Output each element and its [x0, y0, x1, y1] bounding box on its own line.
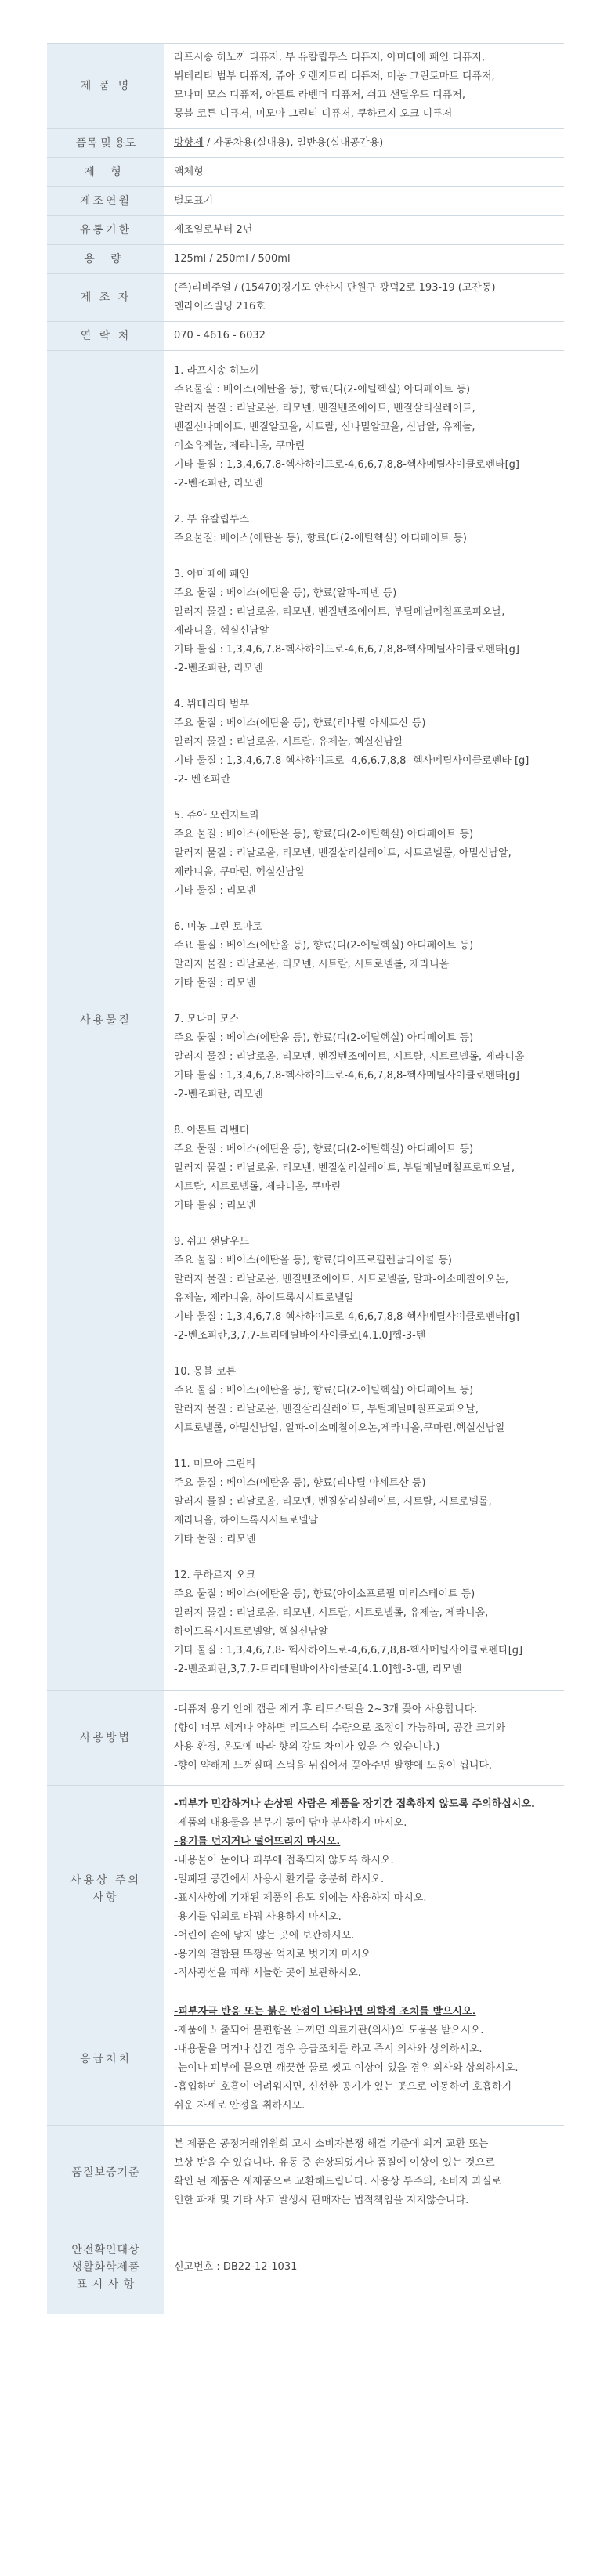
- material-line: 주요 물질 : 베이스(에탄올 등), 향료(디(2-에틸헥실) 아디페이트 등): [174, 940, 474, 952]
- material-line: 주요 물질 : 베이스(에탄올 등), 향료(리나릴 아세트산 등): [174, 717, 426, 729]
- usage-rest: / 자동차용(실내용), 일반용(실내공간용): [203, 137, 384, 149]
- material-title: 9. 쉬끄 샌달우드: [174, 1236, 250, 1248]
- material-line: 주요 물질 : 베이스(에탄올 등), 향료(알파-피넨 등): [174, 587, 397, 599]
- label-capacity: 용 량: [47, 245, 164, 274]
- material-line: 주요 물질 : 베이스(에탄올 등), 향료(디(2-에틸헥실) 아디페이트 등): [174, 829, 474, 840]
- label-safety: [47, 2220, 164, 2314]
- material-line: 기타 물질 : 1,3,4,6,7,8-헥사하이드로-4,6,6,7,8,8-헥사메틸사이클로펜타[g]: [174, 644, 519, 656]
- value-contact: 070 - 4616 - 6032: [164, 322, 564, 351]
- material-line: 알러지 물질 : 리날로올, 리모넨, 벤질벤조에이트, 부틸페닐메칠프로피오날,: [174, 606, 505, 618]
- row-method: [47, 1691, 564, 1786]
- label-maker: 제 조 자: [47, 274, 164, 322]
- material-line: 이소유제놀, 제라니올, 쿠마린: [174, 440, 306, 452]
- safety-label-text: 안전확인대상 생활화학제품 표 시 사 항: [71, 2243, 140, 2291]
- value-safety: 신고번호 : DB22-12-1031: [164, 2220, 564, 2314]
- material-line: 주요 물질 : 베이스(에탄올 등), 향료(리나릴 아세트산 등): [174, 1477, 426, 1489]
- label-usage: 품목 및 용도: [47, 129, 164, 158]
- material-line: -2- 벤조피란: [174, 774, 231, 786]
- label-warranty: 품질보증기준: [47, 2126, 164, 2220]
- material-line: 시트로넬롤, 아밀신남알, 알파-이소메칠이오논,제라니올,쿠마린,헥실신남알: [174, 1422, 505, 1434]
- material-title: 1. 라프시송 히노끼: [174, 365, 259, 377]
- material-line: 기타 물질 : 1,3,4,6,7,8-헥사하이드로 -4,6,6,7,8,8- 헥사메틸사이클로펜타 [g]: [174, 755, 530, 767]
- material-title: 2. 부 유칼립투스: [174, 514, 250, 526]
- material-line: 주요 물질 : 베이스(에탄올 등), 향료(아이소프로필 미리스테이트 등): [174, 1588, 475, 1600]
- material-line: -2-벤조피란, 리모넨: [174, 478, 263, 490]
- material-line: 알러지 물질 : 리날로올, 리모넨, 시트랄, 시트로넬롤, 제라니올: [174, 959, 450, 970]
- material-line: 알러지 물질 : 리날로올, 리모넨, 벤질살리실레이트, 시트랄, 시트로넬롤,: [174, 1496, 492, 1508]
- label-materials: 사용물질: [47, 351, 164, 1691]
- material-line: 알러지 물질 : 리날로올, 리모넨, 벤질벤조에이트, 벤질살리실레이트,: [174, 403, 475, 414]
- label-date: 제조연월: [47, 187, 164, 216]
- material-line: 주요 물질 : 베이스(에탄올 등), 향료(디(2-에틸헥실) 아디페이트 등): [174, 1143, 474, 1155]
- material-line: 주요 물질 : 베이스(에탄올 등), 향료(디(2-에틸헥실) 아디페이트 등): [174, 1385, 474, 1396]
- row-warranty: [47, 2126, 564, 2220]
- material-line: 기타 물질 : 리모넨: [174, 1200, 256, 1212]
- material-line: 주요 물질 : 베이스(에탄올 등), 향료(디(2-에틸헥실) 아디페이트 등): [174, 1032, 474, 1044]
- caution-line-2: -제품의 내용물을 분무기 등에 담아 분사하지 마시오.: [174, 1817, 407, 1829]
- row-firstaid: [47, 1993, 564, 2126]
- material-line: 알러지 물질 : 리날로올, 리모넨, 벤질살리실레이트, 시트로넬롤, 아밀신남알,: [174, 847, 512, 859]
- value-caution: [164, 1786, 564, 1993]
- usage-main: 방향제: [174, 137, 204, 149]
- material-title: 3. 아마떼에 패인: [174, 569, 250, 580]
- material-line: 알러지 물질 : 리날로올, 시트랄, 유제놀, 헥실신남알: [174, 736, 403, 748]
- material-line: 주요물질 : 베이스(에탄올 등), 향료(디(2-에틸헥실) 아디페이트 등): [174, 384, 471, 396]
- material-block: [174, 1363, 555, 1438]
- row-safety: [47, 2220, 564, 2314]
- value-warranty: 본 제품은 공정거래위원회 고시 소비자분쟁 해결 기준에 의거 교환 또는 보상 받을 수 있습니다. 유통 중 손상되었거나 품질에 이상이 있는 것으로 확인 된 제품은 새제품으로 교환해드립니다. 사용상 부주의, 소비자 과실로 인한 파재 및 기타 사고 발생시 판매자는 법적책임을 지지않습니다.: [164, 2126, 564, 2220]
- material-line: 기타 물질 : 1,3,4,6,7,8- 헥사하이드로-4,6,6,7,8,8-헥사메틸사이클로펜타[g]: [174, 1645, 523, 1657]
- product-info-sheet: [47, 43, 564, 2314]
- row-product-name: [47, 44, 564, 129]
- material-line: -2-벤조피란,3,7,7-트리메틸바이사이클로[4.1.0]헵-3-텐, 리모넨: [174, 1664, 462, 1675]
- material-block: [174, 1122, 555, 1216]
- material-line: 제라니올, 쿠마린, 헥실신남알: [174, 866, 306, 878]
- row-form: [47, 158, 564, 187]
- value-materials: [164, 351, 564, 1691]
- material-block: [174, 695, 555, 789]
- row-usage: [47, 129, 564, 158]
- material-line: 기타 물질 : 리모넨: [174, 1534, 256, 1545]
- material-line: 기타 물질 : 리모넨: [174, 977, 256, 989]
- value-expiry: 제조일로부터 2년: [164, 216, 564, 245]
- material-line: 기타 물질 : 1,3,4,6,7,8-헥사하이드로-4,6,6,7,8,8-헥사메틸사이클로펜타[g]: [174, 1070, 519, 1082]
- value-firstaid: [164, 1993, 564, 2126]
- value-date: 별도표기: [164, 187, 564, 216]
- material-title: 5. 쥬아 오렌지트리: [174, 810, 259, 822]
- row-date: [47, 187, 564, 216]
- value-usage: [164, 129, 564, 158]
- material-block: [174, 807, 555, 901]
- material-line: -2-벤조피란, 리모넨: [174, 1089, 263, 1100]
- material-block: [174, 1566, 555, 1679]
- material-line: 유제놀, 제라니올, 하이드록시시트로넬알: [174, 1292, 355, 1304]
- value-maker: (주)리비주얼 / (15470)경기도 안산시 단원구 광덕2로 193-19 (고잔동) 엔라이즈빌딩 216호: [164, 274, 564, 322]
- value-product-name: 라프시송 히노끼 디퓨저, 부 유칼립투스 디퓨저, 아미떼에 패인 디퓨저, 뷔테리티 범부 디퓨저, 쥬아 오렌지트리 디퓨저, 미농 그린토마토 디퓨저, 모나미 모스 디퓨저, 아톤트 라벤더 디퓨저, 쉬끄 샌달우드 디퓨저, 몽블 코튼 디퓨저, 미모아 그린티 디퓨저, 쿠하르지 오크 디퓨저: [164, 44, 564, 129]
- row-materials: [47, 351, 564, 1691]
- material-title: 8. 아톤트 라벤더: [174, 1125, 250, 1136]
- material-line: -2-벤조피란, 리모넨: [174, 663, 263, 674]
- material-line: 기타 물질 : 리모넨: [174, 885, 256, 897]
- row-contact: [47, 322, 564, 351]
- label-method: 사용방법: [47, 1691, 164, 1786]
- material-line: 시트랄, 시트로넬롤, 제라니올, 쿠마린: [174, 1181, 342, 1193]
- material-line: 기타 물질 : 1,3,4,6,7,8-헥사하이드로-4,6,6,7,8,8-헥사메틸사이클로펜타[g]: [174, 459, 519, 471]
- material-title: 10. 몽블 코튼: [174, 1366, 237, 1378]
- material-line: 알러지 물질 : 리날로올, 벤질살리실레이트, 부틸페닐메칠프로피오날,: [174, 1404, 479, 1415]
- firstaid-bold-1: -피부자극 반응 또는 붉은 반점이 나타나면 의학적 조치를 받으시오.: [174, 2006, 476, 2018]
- value-method: -디퓨저 용기 안에 캡을 제거 후 리드스틱을 2~3개 꽂아 사용합니다. (향이 너무 세거나 약하면 리드스틱 수량으로 조정이 가능하며, 공간 크기와 사용 환경, 온도에 따라 향의 강도 차이가 있을 수 있습니다.) -향이 약해게 느껴질때 스틱을 뒤집어서 꽂아주면 발향에 도움이 됩니다.: [164, 1691, 564, 1786]
- material-line: 기타 물질 : 1,3,4,6,7,8-헥사하이드로-4,6,6,7,8,8-헥사메틸사이클로펜타[g]: [174, 1311, 519, 1323]
- material-title: 7. 모나미 모스: [174, 1013, 240, 1025]
- label-product-name: 제 품 명: [47, 44, 164, 129]
- label-form: 제 형: [47, 158, 164, 187]
- material-title: 4. 뷔테리티 범부: [174, 699, 250, 710]
- material-line: 제라니올, 헥실신남알: [174, 625, 269, 637]
- product-spec-table: [47, 43, 564, 2314]
- label-expiry: 유통기한: [47, 216, 164, 245]
- firstaid-rest: -제품에 노출되어 불편함을 느끼면 의료기관(의사)의 도움을 받으시오. -내용물을 먹거나 삼킨 경우 응급조치를 하고 즉시 의사와 상의하시오. -눈이나 피부에 묻으면 깨끗한 물로 씻고 이상이 있을 경우 의사와 상의하시오. -흡입하여 호흡이 어려워지면, 신선한 공기가 있는 곳으로 이동하여 호흡하기 쉬운 자세로 안정을 취하시오.: [174, 2025, 519, 2112]
- material-line: 주요 물질 : 베이스(에탄올 등), 향료(다이프로필렌글라이콜 등): [174, 1255, 452, 1266]
- material-block: [174, 1455, 555, 1549]
- material-line: -2-벤조피란,3,7,7-트리메틸바이사이클로[4.1.0]헵-3-텐: [174, 1330, 426, 1342]
- row-maker: [47, 274, 564, 322]
- material-line: 하이드록시시트로넬알, 헥실신남알: [174, 1626, 328, 1638]
- material-block: [174, 362, 555, 493]
- material-block: [174, 511, 555, 548]
- caution-rest: -내용물이 눈이나 피부에 접촉되지 않도록 하시오. -밀폐된 공간에서 사용시 환기를 충분히 하시오. -표시사항에 기재된 제품의 용도 외에는 사용하지 마시오. -용기를 임의로 바꿔 사용하지 마시오. -어린이 손에 닿지 않는 곳에 보관하시오. -용기와 결합된 뚜껑을 억지로 벗기지 마시오 -직사광선을 피해 서늘한 곳에 보관하시오.: [174, 1855, 427, 1979]
- value-form: 액체형: [164, 158, 564, 187]
- material-title: 12. 쿠하르지 오크: [174, 1570, 256, 1581]
- caution-label-text: 사용상 주의사항: [70, 1874, 142, 1904]
- material-line: 주요물질: 베이스(에탄올 등), 향료(디(2-에틸헥실) 아디페이트 등): [174, 533, 467, 544]
- material-block: [174, 918, 555, 993]
- row-caution: [47, 1786, 564, 1993]
- material-block: [174, 565, 555, 678]
- row-expiry: [47, 216, 564, 245]
- material-line: 알러지 물질 : 리날로올, 벤질벤조에이트, 시트로넬롤, 알파-이소메칠이오논,: [174, 1274, 509, 1285]
- label-contact: 연 락 처: [47, 322, 164, 351]
- material-line: 알러지 물질 : 리날로올, 리모넨, 벤질살리실레이트, 부틸페닐메칠프로피오날,: [174, 1162, 515, 1174]
- row-capacity: [47, 245, 564, 274]
- material-title: 6. 미농 그린 토마토: [174, 921, 262, 933]
- caution-bold-1: -피부가 민감하거나 손상된 사람은 제품을 장기간 접촉하지 않도록 주의하십시오.: [174, 1798, 535, 1810]
- material-line: 알러지 물질 : 리날로올, 리모넨, 벤질벤조에이트, 시트랄, 시트로넬롤, 제라니올: [174, 1051, 525, 1063]
- material-title: 11. 미모아 그린티: [174, 1458, 256, 1470]
- material-line: 알러지 물질 : 리날로올, 리모넨, 시트랄, 시트로넬롤, 유제놀, 제라니올,: [174, 1607, 489, 1619]
- label-caution: [47, 1786, 164, 1993]
- value-capacity: 125ml / 250ml / 500ml: [164, 245, 564, 274]
- material-block: [174, 1010, 555, 1104]
- material-block: [174, 1233, 555, 1346]
- label-firstaid: 응급처치: [47, 1993, 164, 2126]
- caution-bold-3: -용기를 던지거나 떨어뜨리지 마시오.: [174, 1836, 341, 1848]
- material-line: 벤질신나메이트, 벤질알코올, 시트랄, 신나밀알코올, 신남알, 유제놀,: [174, 421, 475, 433]
- materials-list: [174, 362, 555, 1679]
- material-line: 제라니올, 하이드록시시트로넬알: [174, 1515, 319, 1526]
